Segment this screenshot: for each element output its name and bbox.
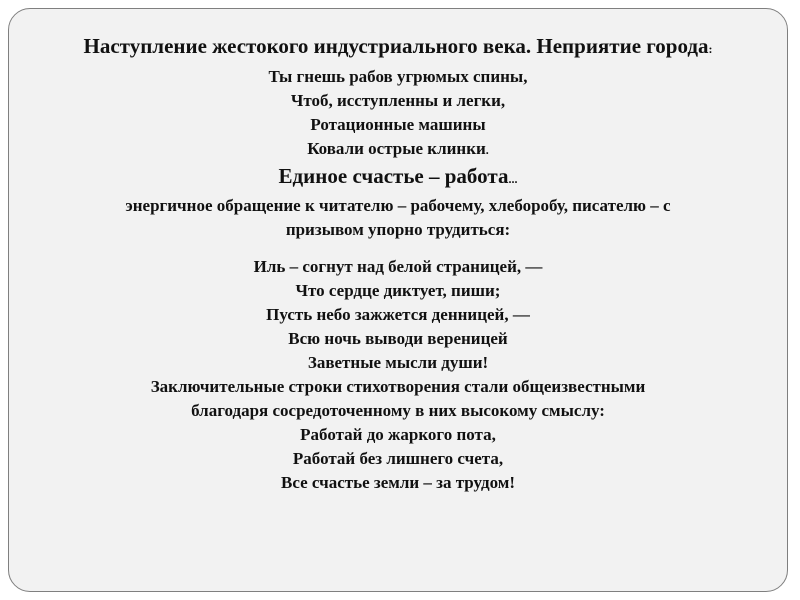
commentary-2 [27,375,769,423]
slide-panel [8,8,788,592]
spacer [27,242,769,255]
verse-line: Все счастье земли – за трудом! [281,473,515,492]
verse-line [27,137,769,162]
highlight-ellipsis: ... [508,172,518,186]
verse-stanza-2 [27,255,769,375]
verse-line: Работай до жаркого пота, [300,425,496,444]
verse-line: Работай без лишнего счета, [292,449,504,468]
commentary-line: благодаря сосредоточенному в них высокому смыслу: [191,401,605,420]
verse-line: Всю ночь выводи вереницей [288,329,508,348]
verse-line: Что сердце диктует, пиши; [295,281,501,300]
slide-content [27,31,769,495]
verse-line: Чтоб, исступленны и легки, [290,91,506,110]
slide-title-colon: : [708,42,713,56]
verse-line: Заветные мысли души! [307,353,489,372]
commentary-line: призывом упорно трудиться: [285,220,511,239]
slide-title-text: Наступление жестокого индустриального века. Неприятие города [83,34,709,58]
commentary-1 [27,194,769,242]
verse-stanza-3 [27,423,769,495]
verse-line: Иль – согнут над белой страницей, — [253,257,543,276]
verse-stanza-1 [27,65,769,162]
slide-title [27,31,769,65]
commentary-line: Заключительные строки стихотворения стали общеизвестными [150,377,646,396]
verse-line: Пусть небо зажжется денницей, — [266,305,530,324]
verse-line: Ротационные машины [310,115,486,134]
highlight-text: Единое счастье – работа [278,164,509,188]
verse-line-text: Ковали острые клинки [307,139,486,158]
verse-line-period: . [485,143,489,157]
verse-line: Ты гнешь рабов угрюмых спины, [268,67,528,86]
commentary-line: энергичное обращение к читателю – рабочему, хлеборобу, писателю – с [125,196,671,215]
highlight-line [27,162,769,194]
